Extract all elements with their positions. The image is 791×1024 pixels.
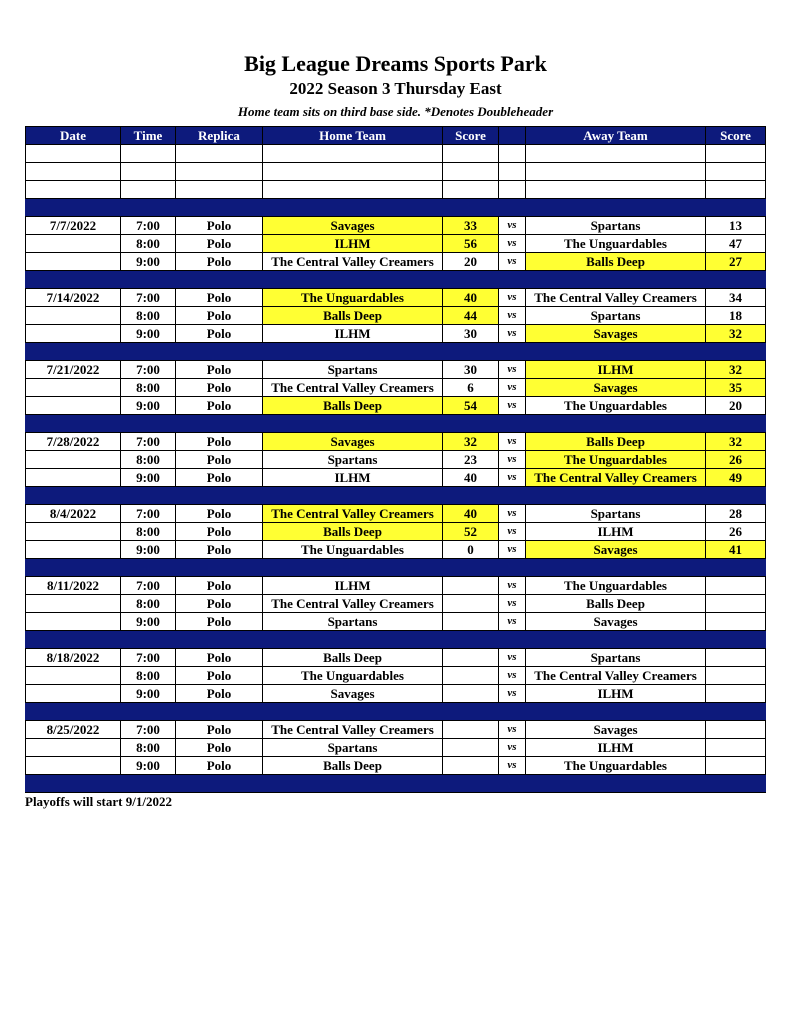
game-row xyxy=(26,649,766,667)
vs-label: vs xyxy=(499,217,526,235)
game-field: Polo xyxy=(176,217,263,235)
home-team: Spartans xyxy=(263,613,443,631)
game-time: 7:00 xyxy=(121,577,176,595)
away-score xyxy=(706,721,766,739)
home-team: Spartans xyxy=(263,739,443,757)
game-time: 7:00 xyxy=(121,217,176,235)
away-team: The Central Valley Creamers xyxy=(526,289,706,307)
game-date xyxy=(26,325,121,343)
home-team: The Unguardables xyxy=(263,289,443,307)
away-team: Savages xyxy=(526,541,706,559)
game-date xyxy=(26,541,121,559)
game-field: Polo xyxy=(176,721,263,739)
game-date: 7/21/2022 xyxy=(26,361,121,379)
away-team: Spartans xyxy=(526,649,706,667)
vs-label: vs xyxy=(499,739,526,757)
away-score xyxy=(706,595,766,613)
home-team: Balls Deep xyxy=(263,397,443,415)
away-score: 26 xyxy=(706,451,766,469)
vs-label: vs xyxy=(499,667,526,685)
game-field: Polo xyxy=(176,235,263,253)
away-team: ILHM xyxy=(526,685,706,703)
game-date xyxy=(26,379,121,397)
away-score: 26 xyxy=(706,523,766,541)
game-row xyxy=(26,217,766,235)
away-score: 35 xyxy=(706,379,766,397)
game-row xyxy=(26,289,766,307)
header-row xyxy=(26,127,766,145)
game-date xyxy=(26,613,121,631)
schedule-note: Home team sits on third base side. *Denotes Doubleheader xyxy=(237,104,554,119)
game-date xyxy=(26,451,121,469)
schedule-table xyxy=(25,126,766,793)
game-date: 7/14/2022 xyxy=(26,289,121,307)
away-team: Savages xyxy=(526,379,706,397)
game-field: Polo xyxy=(176,289,263,307)
vs-label: vs xyxy=(499,505,526,523)
vs-label: vs xyxy=(499,397,526,415)
away-team: Savages xyxy=(526,613,706,631)
away-team: Spartans xyxy=(526,505,706,523)
game-field: Polo xyxy=(176,739,263,757)
game-row xyxy=(26,451,766,469)
game-time: 9:00 xyxy=(121,397,176,415)
game-row xyxy=(26,379,766,397)
vs-header xyxy=(499,127,526,145)
home-score xyxy=(443,685,499,703)
game-time: 9:00 xyxy=(121,541,176,559)
game-time: 8:00 xyxy=(121,667,176,685)
away-team: The Unguardables xyxy=(526,235,706,253)
blank-row xyxy=(26,181,766,199)
away-team: Savages xyxy=(526,721,706,739)
replica-header: Replica xyxy=(176,127,263,145)
away-team: ILHM xyxy=(526,739,706,757)
game-field: Polo xyxy=(176,379,263,397)
time-header: Time xyxy=(121,127,176,145)
home-score xyxy=(443,613,499,631)
game-time: 9:00 xyxy=(121,685,176,703)
away-score: 28 xyxy=(706,505,766,523)
game-field: Polo xyxy=(176,451,263,469)
away-score xyxy=(706,757,766,775)
game-row xyxy=(26,757,766,775)
away-score xyxy=(706,649,766,667)
away-score: 27 xyxy=(706,253,766,271)
game-time: 8:00 xyxy=(121,235,176,253)
away-team: The Central Valley Creamers xyxy=(526,667,706,685)
vs-label: vs xyxy=(499,613,526,631)
home-score: 52 xyxy=(443,523,499,541)
game-time: 8:00 xyxy=(121,451,176,469)
vs-label: vs xyxy=(499,649,526,667)
vs-label: vs xyxy=(499,433,526,451)
home-score: 0 xyxy=(443,541,499,559)
game-row xyxy=(26,397,766,415)
game-field: Polo xyxy=(176,253,263,271)
home-score: 56 xyxy=(443,235,499,253)
game-field: Polo xyxy=(176,595,263,613)
game-field: Polo xyxy=(176,397,263,415)
home-team: Spartans xyxy=(263,361,443,379)
home-team: Balls Deep xyxy=(263,307,443,325)
home-team: The Unguardables xyxy=(263,541,443,559)
home-score: 40 xyxy=(443,289,499,307)
week-separator-row xyxy=(26,487,766,505)
game-time: 9:00 xyxy=(121,469,176,487)
home-team-header: Home Team xyxy=(263,127,443,145)
home-score: 40 xyxy=(443,505,499,523)
week-separator-row xyxy=(26,415,766,433)
away-team: The Unguardables xyxy=(526,397,706,415)
game-time: 7:00 xyxy=(121,721,176,739)
game-field: Polo xyxy=(176,649,263,667)
game-row xyxy=(26,235,766,253)
away-team: Spartans xyxy=(526,217,706,235)
game-row xyxy=(26,253,766,271)
home-team: Savages xyxy=(263,217,443,235)
game-date: 8/11/2022 xyxy=(26,577,121,595)
home-team: The Central Valley Creamers xyxy=(263,721,443,739)
week-separator-row xyxy=(26,775,766,793)
vs-label: vs xyxy=(499,451,526,469)
away-score: 32 xyxy=(706,433,766,451)
away-team: The Unguardables xyxy=(526,451,706,469)
away-score xyxy=(706,577,766,595)
home-team: ILHM xyxy=(263,235,443,253)
away-score: 41 xyxy=(706,541,766,559)
game-field: Polo xyxy=(176,667,263,685)
game-date xyxy=(26,253,121,271)
game-row xyxy=(26,361,766,379)
game-field: Polo xyxy=(176,523,263,541)
home-score: 54 xyxy=(443,397,499,415)
game-date: 8/18/2022 xyxy=(26,649,121,667)
home-team: The Unguardables xyxy=(263,667,443,685)
away-team: ILHM xyxy=(526,523,706,541)
game-row xyxy=(26,325,766,343)
game-row xyxy=(26,739,766,757)
game-date xyxy=(26,685,121,703)
week-separator-row xyxy=(26,559,766,577)
away-team: The Central Valley Creamers xyxy=(526,469,706,487)
home-team: The Central Valley Creamers xyxy=(263,379,443,397)
home-score: 32 xyxy=(443,433,499,451)
away-score: 49 xyxy=(706,469,766,487)
game-row xyxy=(26,613,766,631)
game-row xyxy=(26,577,766,595)
game-time: 8:00 xyxy=(121,595,176,613)
away-team: Balls Deep xyxy=(526,595,706,613)
game-row xyxy=(26,667,766,685)
home-team: Balls Deep xyxy=(263,757,443,775)
game-date xyxy=(26,397,121,415)
week-separator-row xyxy=(26,199,766,217)
game-row xyxy=(26,595,766,613)
vs-label: vs xyxy=(499,307,526,325)
away-team-header: Away Team xyxy=(526,127,706,145)
game-field: Polo xyxy=(176,469,263,487)
vs-label: vs xyxy=(499,685,526,703)
game-row xyxy=(26,541,766,559)
away-score: 13 xyxy=(706,217,766,235)
home-score: 40 xyxy=(443,469,499,487)
game-field: Polo xyxy=(176,505,263,523)
home-score: 33 xyxy=(443,217,499,235)
vs-label: vs xyxy=(499,541,526,559)
game-row xyxy=(26,523,766,541)
game-time: 7:00 xyxy=(121,505,176,523)
away-team: ILHM xyxy=(526,361,706,379)
game-time: 9:00 xyxy=(121,325,176,343)
away-score: 32 xyxy=(706,361,766,379)
vs-label: vs xyxy=(499,577,526,595)
home-score: 30 xyxy=(443,361,499,379)
home-score: 30 xyxy=(443,325,499,343)
page-title: Big League Dreams Sports Park xyxy=(244,51,547,76)
home-team: Savages xyxy=(263,685,443,703)
home-score xyxy=(443,721,499,739)
game-date xyxy=(26,595,121,613)
week-separator-row xyxy=(26,631,766,649)
away-score xyxy=(706,667,766,685)
blank-row xyxy=(26,145,766,163)
game-time: 7:00 xyxy=(121,361,176,379)
game-date xyxy=(26,235,121,253)
vs-label: vs xyxy=(499,595,526,613)
game-date: 7/7/2022 xyxy=(26,217,121,235)
vs-label: vs xyxy=(499,325,526,343)
game-field: Polo xyxy=(176,577,263,595)
vs-label: vs xyxy=(499,469,526,487)
home-team: ILHM xyxy=(263,469,443,487)
game-date xyxy=(26,307,121,325)
away-score xyxy=(706,739,766,757)
vs-label: vs xyxy=(499,523,526,541)
away-score xyxy=(706,613,766,631)
game-time: 7:00 xyxy=(121,433,176,451)
game-field: Polo xyxy=(176,613,263,631)
away-score: 32 xyxy=(706,325,766,343)
game-date: 8/25/2022 xyxy=(26,721,121,739)
away-score-header: Score xyxy=(706,127,766,145)
away-team: The Unguardables xyxy=(526,757,706,775)
home-score xyxy=(443,595,499,613)
home-score xyxy=(443,577,499,595)
away-team: Spartans xyxy=(526,307,706,325)
home-score xyxy=(443,667,499,685)
away-score: 47 xyxy=(706,235,766,253)
game-time: 8:00 xyxy=(121,307,176,325)
game-field: Polo xyxy=(176,433,263,451)
away-team: The Unguardables xyxy=(526,577,706,595)
game-field: Polo xyxy=(176,325,263,343)
home-team: ILHM xyxy=(263,325,443,343)
away-team: Balls Deep xyxy=(526,253,706,271)
vs-label: vs xyxy=(499,721,526,739)
game-date xyxy=(26,523,121,541)
game-date: 7/28/2022 xyxy=(26,433,121,451)
home-score-header: Score xyxy=(443,127,499,145)
game-row xyxy=(26,307,766,325)
game-row xyxy=(26,505,766,523)
home-team: ILHM xyxy=(263,577,443,595)
game-time: 9:00 xyxy=(121,757,176,775)
game-date xyxy=(26,739,121,757)
blank-row xyxy=(26,163,766,181)
week-separator-row xyxy=(26,703,766,721)
week-separator-row xyxy=(26,271,766,289)
week-separator-row xyxy=(26,343,766,361)
game-row xyxy=(26,433,766,451)
home-team: Balls Deep xyxy=(263,649,443,667)
game-field: Polo xyxy=(176,361,263,379)
page-subtitle: 2022 Season 3 Thursday East xyxy=(289,79,502,98)
game-field: Polo xyxy=(176,757,263,775)
game-row xyxy=(26,721,766,739)
home-team: Savages xyxy=(263,433,443,451)
game-time: 9:00 xyxy=(121,613,176,631)
away-score: 18 xyxy=(706,307,766,325)
game-time: 8:00 xyxy=(121,379,176,397)
vs-label: vs xyxy=(499,361,526,379)
game-time: 7:00 xyxy=(121,289,176,307)
date-header: Date xyxy=(26,127,121,145)
away-score: 34 xyxy=(706,289,766,307)
away-team: Balls Deep xyxy=(526,433,706,451)
away-team: Savages xyxy=(526,325,706,343)
vs-label: vs xyxy=(499,253,526,271)
home-score: 23 xyxy=(443,451,499,469)
vs-label: vs xyxy=(499,289,526,307)
game-date xyxy=(26,757,121,775)
home-score: 20 xyxy=(443,253,499,271)
home-score xyxy=(443,739,499,757)
vs-label: vs xyxy=(499,235,526,253)
playoffs-note: Playoffs will start 9/1/2022 xyxy=(25,794,172,809)
home-score xyxy=(443,649,499,667)
game-time: 8:00 xyxy=(121,523,176,541)
game-field: Polo xyxy=(176,685,263,703)
home-team: The Central Valley Creamers xyxy=(263,253,443,271)
game-time: 9:00 xyxy=(121,253,176,271)
away-score: 20 xyxy=(706,397,766,415)
game-time: 8:00 xyxy=(121,739,176,757)
game-row xyxy=(26,685,766,703)
game-field: Polo xyxy=(176,307,263,325)
home-score xyxy=(443,757,499,775)
vs-label: vs xyxy=(499,757,526,775)
game-date: 8/4/2022 xyxy=(26,505,121,523)
home-team: Balls Deep xyxy=(263,523,443,541)
game-date xyxy=(26,667,121,685)
away-score xyxy=(706,685,766,703)
home-team: Spartans xyxy=(263,451,443,469)
game-time: 7:00 xyxy=(121,649,176,667)
vs-label: vs xyxy=(499,379,526,397)
game-field: Polo xyxy=(176,541,263,559)
home-score: 44 xyxy=(443,307,499,325)
home-score: 6 xyxy=(443,379,499,397)
game-date xyxy=(26,469,121,487)
game-row xyxy=(26,469,766,487)
home-team: The Central Valley Creamers xyxy=(263,595,443,613)
home-team: The Central Valley Creamers xyxy=(263,505,443,523)
